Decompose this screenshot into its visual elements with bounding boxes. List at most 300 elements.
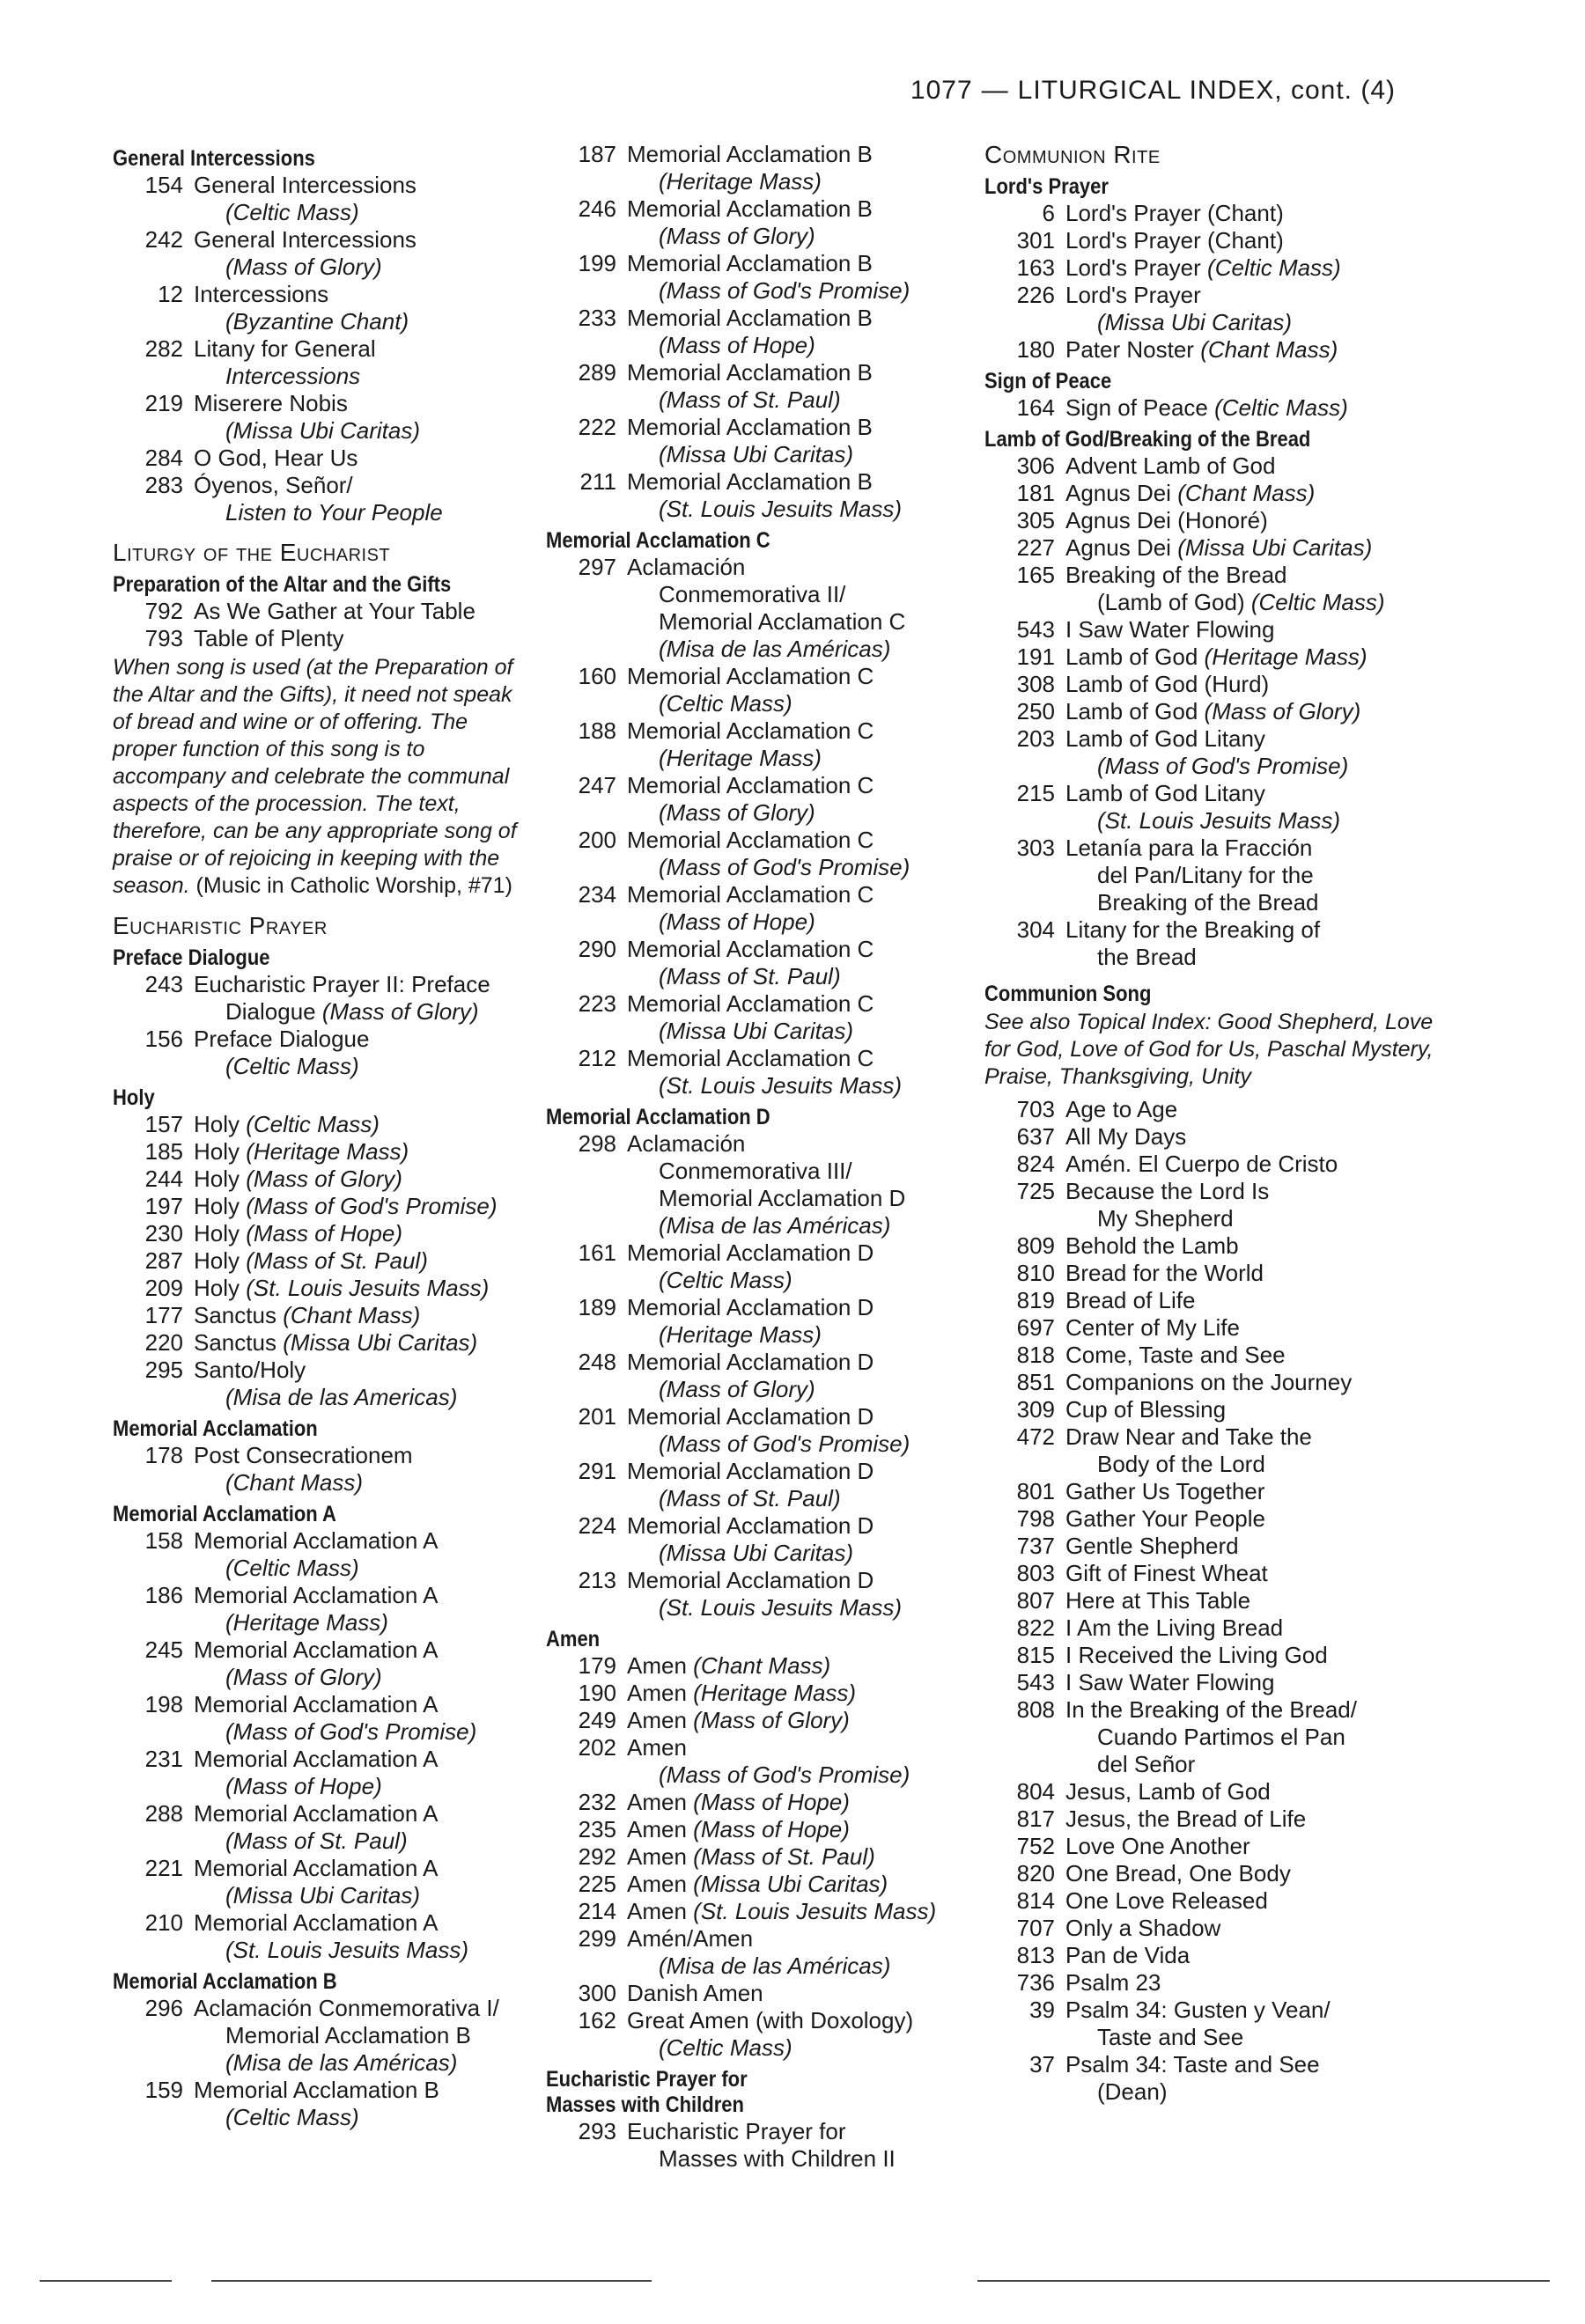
entry-text (1065, 254, 1442, 282)
index-entry (113, 1357, 527, 1411)
hymn-title-line (1065, 282, 1442, 309)
hymn-title-line (1065, 1833, 1442, 1860)
hymn-title: Memorial Acclamation C (627, 990, 874, 1017)
index-entry (984, 1178, 1442, 1232)
hymn-title-line (627, 1843, 960, 1871)
major-heading: Communion Rite (984, 141, 1161, 168)
hymn-title-line (627, 936, 960, 963)
hymn-title: Amen (627, 1734, 687, 1761)
entry-text (627, 1898, 960, 1925)
hymn-title: Age to Age (1065, 1096, 1178, 1122)
entry-text (627, 1680, 960, 1707)
hymn-number: 248 (578, 1349, 616, 1375)
index-entry (984, 562, 1442, 616)
hymn-title: Bread for the World (1065, 1260, 1264, 1286)
index-entry (113, 1026, 527, 1080)
hymn-title-line (1065, 644, 1442, 671)
index-entry (984, 282, 1442, 336)
index-entry (546, 772, 960, 827)
hymn-title: Amen (627, 1816, 687, 1842)
index-entry (113, 281, 527, 335)
index-entry (984, 1123, 1442, 1151)
hymn-number: 249 (578, 1707, 616, 1733)
index-entry (113, 1691, 527, 1746)
index-entry (984, 1423, 1442, 1478)
index-entry (984, 227, 1442, 254)
entry-text (1065, 200, 1442, 227)
hymn-number: 211 (579, 468, 616, 495)
index-entry (113, 1636, 527, 1691)
hymn-title-line (1065, 2051, 1442, 2078)
entry-text (194, 1026, 527, 1080)
major-heading: Liturgy of the Eucharist (113, 539, 391, 566)
index-entry (546, 1898, 960, 1925)
hymn-title-line (627, 1898, 960, 1925)
hymn-title-line (627, 1349, 960, 1376)
hymn-number: 188 (578, 717, 616, 744)
index-entry (546, 250, 960, 305)
hymn-number: 154 (144, 172, 183, 198)
hymn-title: Preface Dialogue (194, 1026, 370, 1052)
hymn-title: Center of My Life (1065, 1314, 1240, 1341)
index-entry (984, 1969, 1442, 1997)
entry-text (1065, 1778, 1442, 1806)
hymn-title-line (627, 772, 960, 799)
entry-text (627, 1130, 960, 1239)
entry-text (194, 1166, 527, 1193)
hymn-title: Gather Your People (1065, 1505, 1265, 1532)
index-entry (113, 2077, 527, 2131)
mass-setting: (Chant Mass) (1200, 336, 1338, 363)
hymn-title-line (194, 1275, 527, 1302)
index-entry (113, 472, 527, 526)
index-entry (984, 336, 1442, 364)
hymn-title-line (194, 226, 527, 254)
section-heading: Lord's Prayer (984, 174, 1109, 199)
hymn-title: Table of Plenty (194, 625, 344, 651)
entry-text (1065, 1287, 1442, 1314)
hymn-title: Danish Amen (627, 1980, 763, 2006)
hymn-title: Bread of Life (1065, 1287, 1196, 1313)
hymn-title: Come, Taste and See (1065, 1342, 1286, 1368)
index-entry (546, 359, 960, 414)
hymn-number: 245 (144, 1636, 183, 1663)
hymn-title-line (1065, 1669, 1442, 1696)
hymn-number: 164 (1016, 394, 1055, 421)
index-entry (113, 1247, 527, 1275)
mass-setting: (Mass of Glory) (1204, 698, 1361, 724)
index-entry (984, 452, 1442, 480)
entry-text (1065, 562, 1442, 616)
hymn-number: 157 (144, 1111, 183, 1137)
hymn-number: 201 (578, 1403, 616, 1430)
entry-text (1065, 1887, 1442, 1915)
hymn-title: Amén/Amen (627, 1925, 754, 1952)
hymn-number: 199 (578, 250, 616, 276)
mass-setting: (Mass of St. Paul) (659, 386, 841, 413)
hymn-number: 227 (1016, 534, 1055, 561)
hymn-title: Here at This Table (1065, 1587, 1251, 1614)
hymn-number: 306 (1016, 452, 1055, 479)
entry-text (194, 1357, 527, 1411)
mass-setting: (Missa Ubi Caritas) (283, 1329, 478, 1356)
hymn-number: 298 (578, 1130, 616, 1157)
hymn-title: Gift of Finest Wheat (1065, 1560, 1268, 1586)
entry-text (194, 390, 527, 445)
entry-text (1065, 698, 1442, 725)
hymn-title: Gentle Shepherd (1065, 1533, 1239, 1559)
hymn-title: Memorial Acclamation C (627, 663, 874, 689)
mass-setting: (Heritage Mass) (246, 1138, 409, 1165)
hymn-title-line (627, 195, 960, 223)
entry-text (194, 1527, 527, 1582)
section-heading: Sign of Peace (984, 369, 1112, 393)
hymn-title: Memorial Acclamation C (627, 1045, 874, 1071)
hymn-title-line (627, 359, 960, 386)
hymn-number: 793 (144, 625, 183, 651)
hymn-title-line (627, 1734, 960, 1761)
index-entry (984, 2051, 1442, 2106)
section-heading: Lamb of God/Breaking of the Bread (984, 427, 1311, 452)
hymn-number: 291 (578, 1458, 616, 1484)
hymn-title: Memorial Acclamation D (627, 1567, 874, 1593)
mass-setting: (St. Louis Jesuits Mass) (693, 1898, 937, 1924)
mass-setting: (Misa de las Américas) (659, 1953, 891, 1979)
hymn-title-line (627, 1871, 960, 1898)
mass-setting: (Byzantine Chant) (225, 308, 409, 335)
hymn-number: 250 (1016, 698, 1055, 724)
hymn-title-line (627, 663, 960, 690)
index-entry (984, 1887, 1442, 1915)
hymn-title-line (627, 1567, 960, 1594)
hymn-number: 284 (144, 445, 183, 471)
entry-list (984, 1096, 1442, 2106)
entry-text (194, 281, 527, 335)
title-continuation: My Shepherd (1097, 1205, 1234, 1232)
mass-setting: (Mass of Glory) (321, 998, 479, 1025)
mass-setting: (Celtic Mass) (246, 1111, 380, 1137)
hymn-title: Lamb of God (1065, 644, 1198, 670)
hymn-number: 737 (1016, 1533, 1055, 1559)
entry-text (627, 663, 960, 717)
hymn-title-line (627, 1512, 960, 1540)
hymn-title: Memorial Acclamation A (194, 1691, 439, 1717)
entry-list (113, 1111, 527, 1411)
hymn-title: Jesus, the Bread of Life (1065, 1806, 1307, 1832)
mass-setting: (Heritage Mass) (659, 168, 822, 195)
hymn-title-line (194, 390, 527, 417)
entry-text (194, 1746, 527, 1800)
index-column-1 (113, 141, 527, 2131)
hymn-title-line (1065, 254, 1442, 282)
title-continuation: Cuando Partimos el Pan (1097, 1724, 1345, 1750)
hymn-title-line (627, 468, 960, 496)
hymn-title: Holy (194, 1111, 240, 1137)
mass-setting: (Missa Ubi Caritas) (225, 1882, 421, 1908)
title-continuation: Conmemorativa III/ (659, 1158, 852, 1184)
hymn-title-line (1065, 1696, 1442, 1724)
index-entry (113, 1166, 527, 1193)
entry-text (194, 1111, 527, 1138)
hymn-number: 296 (144, 1995, 183, 2021)
index-entry (113, 1220, 527, 1247)
index-entry (984, 394, 1442, 422)
index-entry (984, 200, 1442, 227)
entry-text (1065, 1423, 1442, 1478)
hymn-title-line (194, 1220, 527, 1247)
entry-text (194, 1800, 527, 1855)
hymn-title-line (1065, 1096, 1442, 1123)
hymn-number: 230 (144, 1220, 183, 1247)
hymn-number: 226 (1016, 282, 1055, 308)
entry-text (1065, 507, 1442, 534)
entry-text (627, 1789, 960, 1816)
hymn-title-line (1065, 1423, 1442, 1451)
section-heading: Memorial Acclamation B (113, 1969, 337, 1994)
index-entry (113, 445, 527, 472)
hymn-title: Great Amen (with Doxology) (627, 2007, 914, 2034)
entry-text (194, 1855, 527, 1909)
hymn-number: 180 (1016, 336, 1055, 363)
mass-setting: (Celtic Mass) (1214, 394, 1348, 421)
index-entry (113, 971, 527, 1026)
hymn-title: Memorial Acclamation D (627, 1403, 874, 1430)
hymn-title: Lamb of God (Hurd) (1065, 671, 1270, 697)
mass-setting: (Mass of Hope) (659, 332, 815, 358)
index-entry (546, 2118, 960, 2173)
index-entry (984, 1669, 1442, 1696)
entry-text (194, 971, 527, 1026)
hymn-number: 851 (1016, 1369, 1055, 1395)
hymn-number: 543 (1016, 1669, 1055, 1695)
page-number: 1077 (910, 76, 973, 105)
index-column-2 (546, 141, 960, 2173)
hymn-number: 165 (1016, 562, 1055, 588)
title-continuation: Breaking of the Bread (1097, 889, 1319, 916)
entry-text (627, 1403, 960, 1458)
hymn-number: 301 (1016, 227, 1055, 254)
section-heading: Amen (546, 1627, 601, 1651)
hymn-title-line (627, 1045, 960, 1072)
entry-text (627, 1045, 960, 1099)
section-heading-continued: Masses with Children (546, 2092, 744, 2117)
hymn-title: General Intercessions (194, 172, 417, 198)
entry-text (1065, 1942, 1442, 1969)
hymn-title-line (194, 172, 527, 199)
hymn-title-line (194, 1746, 527, 1773)
hymn-title: Draw Near and Take the (1065, 1423, 1312, 1450)
hymn-title: Gather Us Together (1065, 1478, 1265, 1504)
index-entry (984, 1369, 1442, 1396)
hymn-title: Advent Lamb of God (1065, 452, 1276, 479)
hymn-title-line (1065, 1232, 1442, 1260)
hymn-title: General Intercessions (194, 226, 417, 253)
index-entry (984, 916, 1442, 971)
hymn-number: 637 (1016, 1123, 1055, 1150)
entry-text (627, 468, 960, 523)
index-entry (113, 1329, 527, 1357)
index-entry (546, 827, 960, 881)
hymn-title-line (1065, 1806, 1442, 1833)
index-entry (984, 644, 1442, 671)
mass-setting: (Celtic Mass) (225, 1053, 359, 1079)
hymn-title-line (194, 1800, 527, 1828)
entry-text (627, 936, 960, 990)
hymn-title: Lord's Prayer (Chant) (1065, 227, 1284, 254)
entry-text (1065, 780, 1442, 835)
title-continuation: Body of the Lord (1097, 1451, 1265, 1477)
entry-text (627, 881, 960, 936)
entry-text (627, 305, 960, 359)
hymn-title: Memorial Acclamation D (627, 1349, 874, 1375)
hymn-title-line (1065, 1887, 1442, 1915)
entry-text (1065, 534, 1442, 562)
entry-text (194, 1691, 527, 1746)
mass-setting: (Mass of Glory) (246, 1166, 402, 1192)
index-entry (984, 1642, 1442, 1669)
hymn-number: 186 (144, 1582, 183, 1608)
header-dash: — (981, 76, 1009, 105)
hymn-title: Cup of Blessing (1065, 1396, 1227, 1423)
index-entry (113, 1111, 527, 1138)
index-entry (984, 1696, 1442, 1778)
hymn-title: Eucharistic Prayer II: Preface (194, 971, 490, 997)
entry-text (1065, 1969, 1442, 1997)
section-heading: Preface Dialogue (113, 945, 270, 970)
hymn-title: Amen (627, 1843, 687, 1870)
hymn-number: 212 (578, 1045, 616, 1071)
mass-setting: (St. Louis Jesuits Mass) (1097, 807, 1340, 834)
hymn-title-line (1065, 1642, 1442, 1669)
entry-text (1065, 1614, 1442, 1642)
title-continuation: Memorial Acclamation C (659, 608, 906, 635)
hymn-title-line (627, 881, 960, 908)
hymn-title-line (1065, 780, 1442, 807)
index-entry (984, 480, 1442, 507)
hymn-number: 12 (158, 281, 183, 307)
entry-list (546, 554, 960, 1099)
hymn-number: 289 (578, 359, 616, 386)
hymn-number: 222 (578, 414, 616, 440)
hymn-number: 300 (578, 1980, 616, 2006)
hymn-title-line (1065, 1915, 1442, 1942)
hymn-title-line (194, 1909, 527, 1937)
index-entry (984, 1833, 1442, 1860)
hymn-title: Companions on the Journey (1065, 1369, 1353, 1395)
entry-text (194, 1302, 527, 1329)
hymn-number: 232 (578, 1789, 616, 1815)
hymn-number: 282 (144, 335, 183, 362)
entry-text (1065, 1642, 1442, 1669)
hymn-title: Behold the Lamb (1065, 1232, 1239, 1259)
index-entry (984, 1478, 1442, 1505)
hymn-title-line (627, 990, 960, 1018)
index-entry (984, 1942, 1442, 1969)
hymn-number: 798 (1016, 1505, 1055, 1532)
hymn-title-line (194, 1691, 527, 1718)
hymn-number: 292 (578, 1843, 616, 1870)
mass-setting: (Mass of God's Promise) (246, 1193, 498, 1219)
entry-text (627, 141, 960, 195)
index-entry (113, 1302, 527, 1329)
hymn-title-line (1065, 1478, 1442, 1505)
hymn-title-line (1065, 1533, 1442, 1560)
entry-text (1065, 336, 1442, 364)
index-entry (984, 1806, 1442, 1833)
entry-list (113, 971, 527, 1080)
hymn-title: Memorial Acclamation D (627, 1239, 874, 1266)
hymn-title: Amen (627, 1898, 687, 1924)
hymn-title-line (194, 625, 527, 652)
entry-list (984, 200, 1442, 364)
hymn-title-line (1065, 1860, 1442, 1887)
entry-list (546, 1652, 960, 2062)
hymn-number: 190 (578, 1680, 616, 1706)
index-column-3 (984, 141, 1442, 2106)
mass-setting: (Heritage Mass) (1204, 644, 1368, 670)
mass-setting: (Celtic Mass) (659, 2034, 792, 2061)
mass-setting: (Chant Mass) (225, 1469, 364, 1496)
entry-text (1065, 616, 1442, 644)
hymn-title: Lamb of God (1065, 698, 1198, 724)
hymn-title-line (1065, 1342, 1442, 1369)
index-entry (984, 1614, 1442, 1642)
hymn-title: Sanctus (194, 1302, 276, 1328)
entry-text (194, 2077, 527, 2131)
hymn-title: Pan de Vida (1065, 1942, 1191, 1968)
entry-text (1065, 1151, 1442, 1178)
hymn-title: Amen (627, 1652, 687, 1679)
index-entry (984, 1314, 1442, 1342)
index-entry (546, 1680, 960, 1707)
hymn-title: Amen (627, 1789, 687, 1815)
index-entry (984, 1151, 1442, 1178)
hymn-title-line (627, 1789, 960, 1816)
index-entry (113, 335, 527, 390)
entry-text (627, 250, 960, 305)
hymn-title: Memorial Acclamation C (627, 772, 874, 798)
hymn-title-line (1065, 671, 1442, 698)
hymn-title-line (194, 1995, 527, 2022)
index-entry (984, 1505, 1442, 1533)
mass-setting: (Mass of St. Paul) (693, 1843, 875, 1870)
hymn-number: 303 (1016, 835, 1055, 861)
hymn-number: 809 (1016, 1232, 1055, 1259)
hymn-title-line (194, 1166, 527, 1193)
mass-setting: Intercessions (225, 363, 361, 389)
index-entry (546, 1816, 960, 1843)
running-head (910, 76, 1396, 106)
hymn-number: 163 (1016, 254, 1055, 281)
hymn-title-line (1065, 1560, 1442, 1587)
index-entry (113, 226, 527, 281)
entry-text (1065, 1178, 1442, 1232)
index-entry (546, 1980, 960, 2007)
hymn-title-line (627, 1458, 960, 1485)
entry-text (627, 717, 960, 772)
hymn-number: 804 (1016, 1778, 1055, 1805)
hymn-title-line (627, 1239, 960, 1267)
hymn-number: 234 (578, 881, 616, 908)
hymn-number: 209 (144, 1275, 183, 1301)
hymn-number: 231 (144, 1746, 183, 1772)
entry-list (113, 1527, 527, 1964)
entry-text (1065, 452, 1442, 480)
hymn-number: 297 (578, 554, 616, 580)
mass-setting: Listen to Your People (225, 499, 443, 526)
mass-setting: (Heritage Mass) (693, 1680, 857, 1706)
hymn-title-line (194, 1855, 527, 1882)
